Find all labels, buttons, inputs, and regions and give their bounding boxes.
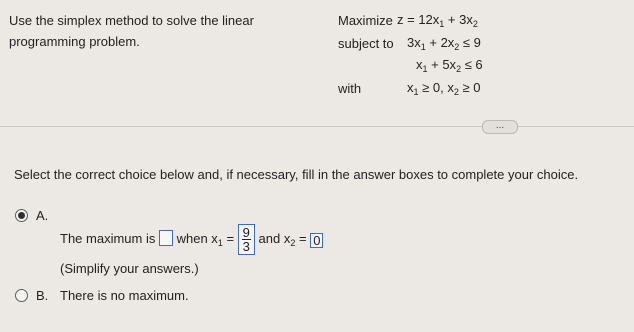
simplify-hint: (Simplify your answers.) xyxy=(60,261,199,276)
subject-to-label: subject to xyxy=(338,36,394,51)
instruction-line-1: Use the simplex method to solve the linear xyxy=(9,13,254,28)
section-divider xyxy=(0,126,634,127)
with-label: with xyxy=(338,81,362,96)
more-options-button[interactable]: ... xyxy=(482,120,518,134)
choice-a-radio[interactable] xyxy=(15,209,28,222)
choice-a-statement xyxy=(60,224,323,255)
x2-value-input[interactable]: 0 xyxy=(310,233,323,248)
nonnegativity-constraint: $x_1 \ge 0$, $x_2 \ge 0$ xyxy=(407,80,481,97)
choice-a-text-when: when $x_1$ = xyxy=(176,230,235,248)
choice-b-radio[interactable] xyxy=(15,289,28,302)
choice-a-text-and: and $x_2$ = xyxy=(258,230,307,248)
x1-numerator: 9 xyxy=(242,225,250,240)
constraint-1: $3x_1 + 2x_2 \le 9$ xyxy=(407,35,481,52)
instruction-line-2: programming problem. xyxy=(9,34,140,49)
maximum-value-input[interactable] xyxy=(159,230,173,246)
choice-a-text-before: The maximum is xyxy=(60,230,156,246)
choice-b-letter: B. xyxy=(36,288,49,303)
choice-prompt: Select the correct choice below and, if necessary, fill in the answer boxes to complete your choice. xyxy=(14,167,579,182)
choice-b-text: There is no maximum. xyxy=(60,288,189,303)
x1-denominator: 3 xyxy=(242,239,250,254)
constraint-2: $x_1 + 5x_2 \le 6$ xyxy=(416,57,483,74)
objective-function: $z = 12x_1 + 3x_2$ xyxy=(397,12,478,29)
x1-value-input[interactable] xyxy=(238,224,255,255)
choice-a-letter: A. xyxy=(36,208,49,223)
maximize-label: Maximize xyxy=(338,13,393,28)
